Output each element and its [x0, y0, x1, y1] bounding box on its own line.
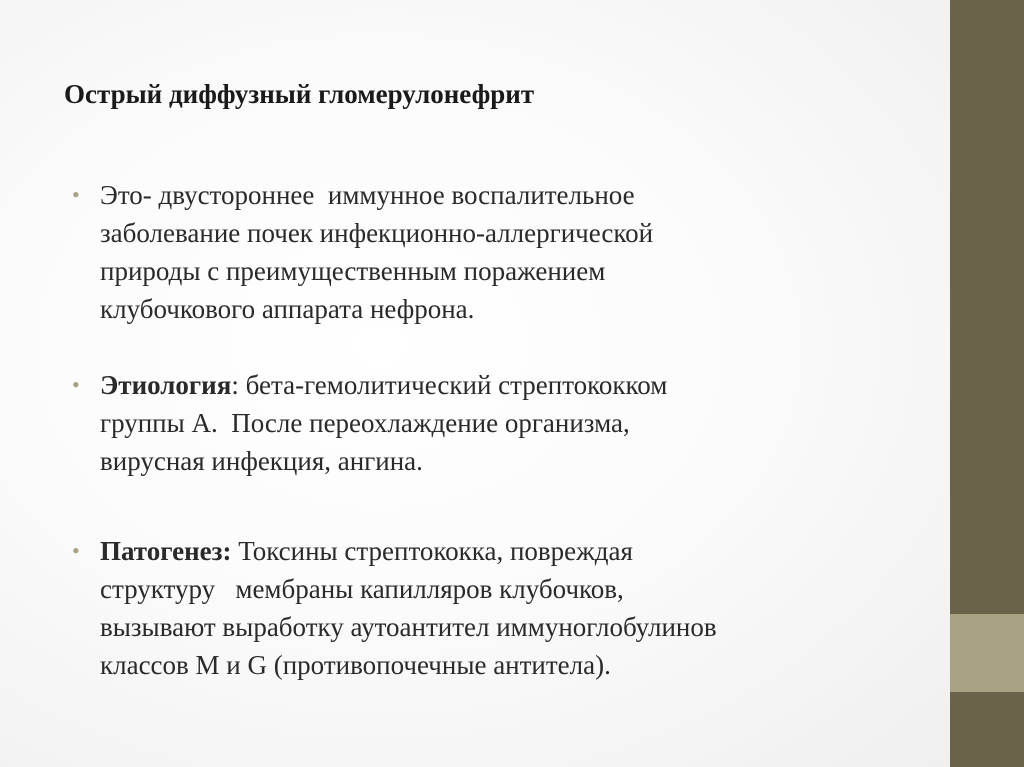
bullet-line: [100, 532, 932, 570]
bullet-dot-icon: •: [72, 372, 80, 397]
bullet-line: группы А. После переохлаждение организма,: [100, 408, 630, 438]
bullet-line: классов M и G (противопочечные антитела).: [100, 650, 611, 680]
bullet-text: : бета-гемолитический стрептококком: [231, 370, 668, 400]
bullet-list: [72, 176, 932, 684]
bullet-line: вирусная инфекция, ангина.: [100, 446, 423, 476]
bullet-line: заболевание почек инфекционно-аллергической: [100, 218, 654, 248]
bullet-line: Это- двустороннее иммунное воспалительное: [100, 180, 635, 210]
slide-title: Острый диффузный гломерулонефрит: [64, 79, 535, 109]
bullet-line: вызывают выработку аутоантител иммуноглобулинов: [100, 612, 717, 642]
bullet-dot-icon: •: [72, 182, 80, 207]
bullet-text: Токсины стрептококка, повреждая: [231, 536, 633, 566]
bullet-term: Этиология: [100, 370, 232, 400]
bullet-definition: [72, 176, 932, 328]
side-decoration-accent: [950, 614, 1024, 692]
bullet-term: Патогенез:: [100, 536, 232, 566]
bullet-dot-icon: •: [72, 538, 80, 563]
bullet-line: клубочкового аппарата нефрона.: [100, 294, 475, 324]
bullet-pathogenesis: [72, 532, 932, 684]
bullet-line: природы с преимущественным поражением: [100, 256, 606, 286]
bullet-line: [100, 366, 932, 404]
bullet-line: структуру мембраны капилляров клубочков,: [100, 574, 624, 604]
bullet-etiology: [72, 366, 932, 480]
